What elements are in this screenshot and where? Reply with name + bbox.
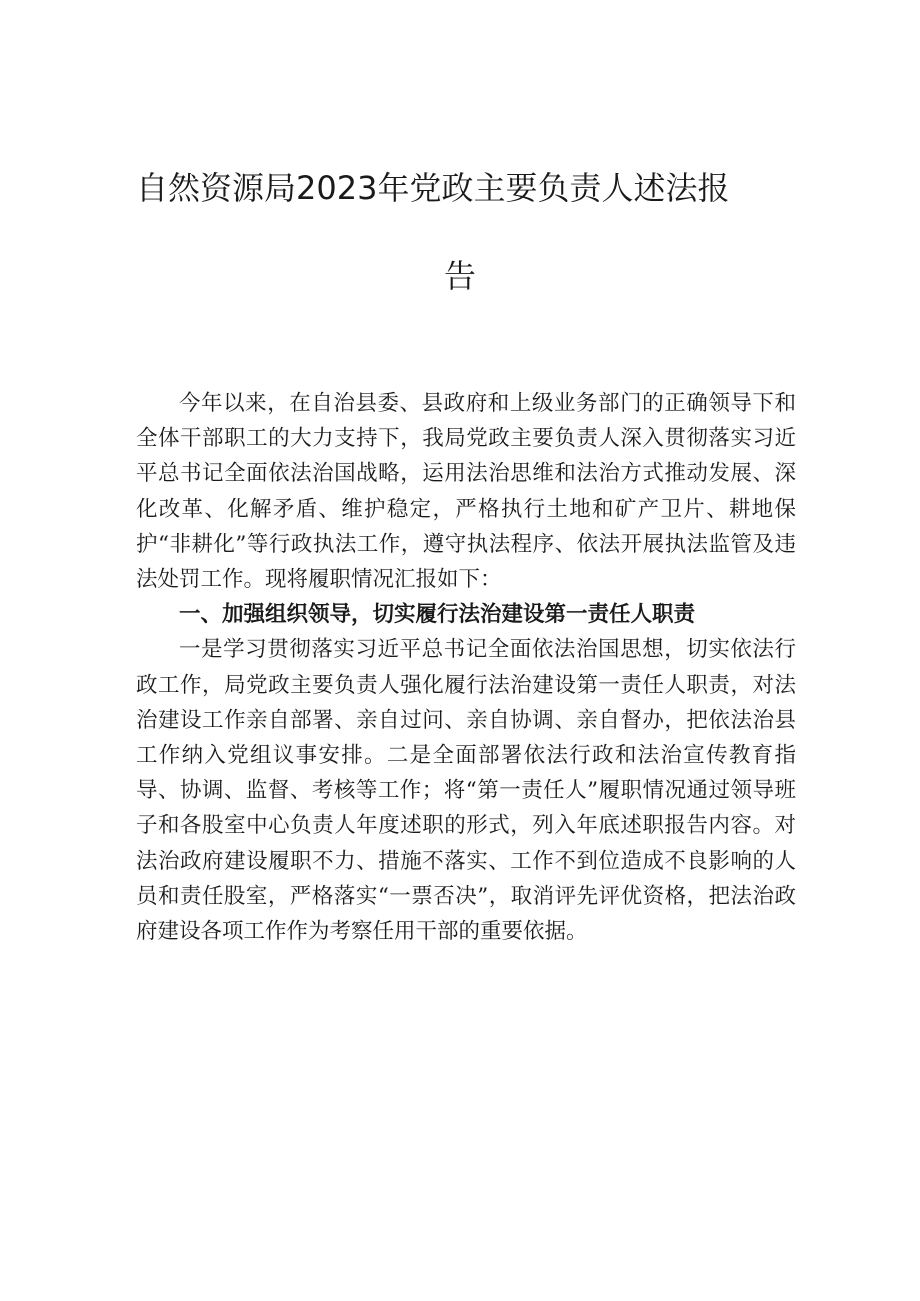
intro-paragraph: 今年以来，在自治县委、县政府和上级业务部门的正确领导下和全体干部职工的大力支持下，我局党政主要负责人深入贯彻落实习近平总书记全面依法治国战略，运用法治思维和法治方式推动发展、深化改革、化解矛盾、维护稳定，严格执行土地和矿产卫片、耕地保护“非耕化”等行政执法工作，遵守执法程序、依法开展执法监管及违法处罚工作。现将履职情况汇报如下：	[136, 391, 796, 593]
section-heading: 一、加强组织领导，切实履行法治建设第一责任人职责	[179, 602, 696, 628]
document-title-continued: 告	[443, 257, 476, 295]
document-title: 自然资源局2023年党政主要负责人述法报	[136, 169, 730, 207]
document-body	[136, 386, 796, 949]
section-paragraph: 一是学习贯彻落实习近平总书记全面依法治国思想，切实依法行政工作，局党政主要负责人强化履行法治建设第一责任人职责，对法治建设工作亲自部署、亲自过问、亲自协调、亲自督办，把依法治县工作纳入党组议事安排。二是全面部署依法行政和法治宣传教育指导、协调、监督、考核等工作；将“第一责任人”履职情况通过领导班子和各股室中心负责人年度述职的形式，列入年底述职报告内容。对法治政府建设履职不力、措施不落实、工作不到位造成不良影响的人员和责任股室，严格落实“一票否决”，取消评先评优资格，把法治政府建设各项工作作为考察任用干部的重要依据。	[136, 637, 796, 945]
